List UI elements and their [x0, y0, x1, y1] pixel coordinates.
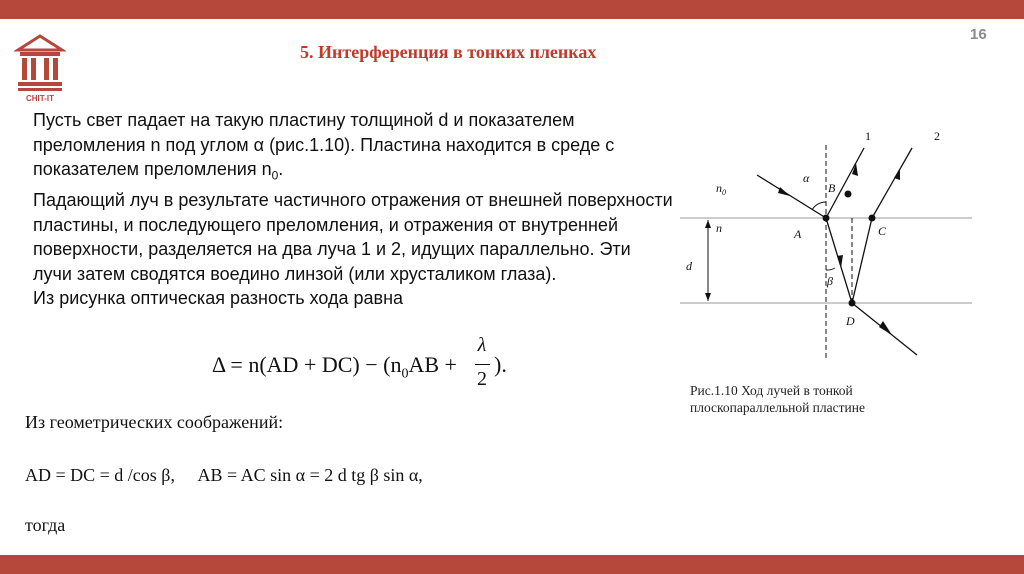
figure-caption: [690, 382, 930, 416]
point-d: [849, 300, 856, 307]
point-b: [845, 191, 852, 198]
label-alpha: α: [803, 171, 810, 185]
thickness-arrow-top: [705, 220, 711, 228]
bottom-accent-bar: [0, 555, 1024, 574]
page-number: 16: [970, 26, 987, 43]
top-accent-bar: [0, 0, 1024, 19]
incident-ray: [757, 175, 826, 218]
logo-building-icon: [14, 32, 66, 104]
formula-fraction-line: [475, 364, 490, 365]
formula-fraction-numerator: λ: [477, 334, 487, 356]
caption-line-2: плоскопараллельной пластине: [690, 400, 865, 415]
thickness-arrow-bottom: [705, 293, 711, 301]
point-a: [823, 215, 830, 222]
label-n: n: [716, 221, 722, 235]
university-logo: [14, 32, 66, 104]
transmitted-arrow: [879, 321, 892, 335]
slide-title: 5. Интерференция в тонких пленках: [300, 42, 597, 62]
alpha-arc: [812, 202, 826, 210]
geometry-intro: Из геометрических соображений:: [25, 412, 284, 432]
ray2-arrow: [894, 168, 900, 180]
formula-left: $\Delta = n(AD + DC) - (n_0AB$ +: [212, 352, 457, 382]
label-point-a: A: [794, 227, 802, 241]
n0-subscript: 0: [271, 168, 279, 183]
label-ray-1: 1: [865, 129, 871, 143]
thin-film-diagram: [672, 120, 982, 380]
label-beta: β: [827, 274, 833, 288]
formula-right: ).: [494, 352, 507, 377]
label-d: d: [686, 259, 692, 273]
paragraph-2: Падающий луч в результате частичного отражения от внешней поверхности пластины, и последующего преломления, и отражения от внутренней поверхности, разделяется на два луча 1 и 2, идущих параллельно. Эти лучи затем сводятся воедино линзой (или хрусталиком глаза).: [33, 190, 673, 284]
body-text: [33, 108, 673, 311]
logo-text: CHIT-IT: [26, 94, 54, 103]
geometry-equations: AD = DC = d /cos β, AB = AC sin α = 2 d tg β sin α,: [25, 465, 423, 485]
paragraph-3: Из рисунка оптическая разность хода равна: [33, 288, 404, 309]
beta-arc: [826, 268, 835, 270]
label-point-b: B: [828, 181, 836, 195]
ad-arrow: [837, 255, 843, 268]
conclusion-word: тогда: [25, 515, 66, 535]
reflected-ray-dc: [852, 218, 872, 303]
paragraph-1: Пусть свет падает на такую пластину толщиной d и показателем преломления n под углом α (рис.1.10). Пластина находится в среде с показателем преломления $n_0$.: [33, 110, 615, 183]
label-point-d: D: [846, 314, 855, 328]
formula-fraction-denominator: 2: [477, 368, 487, 390]
incident-arrow: [778, 187, 790, 196]
label-ray-2: 2: [934, 129, 940, 143]
label-n0: $n_0$: [716, 181, 726, 197]
emerging-ray-2: [872, 148, 912, 218]
ray-diagram: [672, 120, 982, 380]
caption-line-1: Рис.1.10 Ход лучей в тонкой: [690, 383, 853, 398]
point-c: [869, 215, 876, 222]
label-point-c: C: [878, 224, 887, 238]
